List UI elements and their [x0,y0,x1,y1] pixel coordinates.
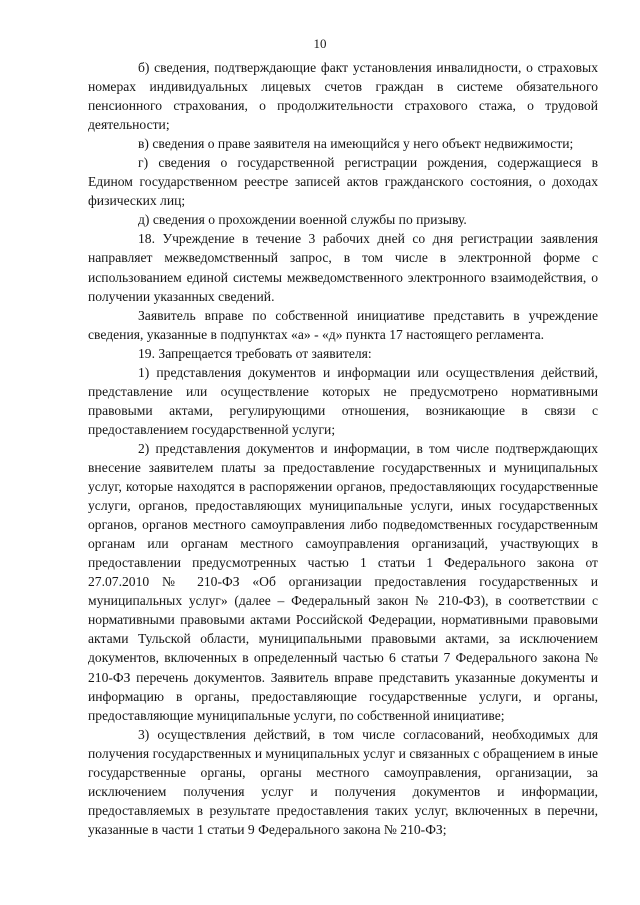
paragraph-18-applicant-right: Заявитель вправе по собственной инициативе представить в учреждение сведения, указанные в подпунктах «а» - «д» пункта 17 настоящего регламента. [88,307,598,342]
paragraph-17d: д) сведения о прохождении военной службы по призыву. [138,212,467,228]
page-number: 10 [313,36,327,51]
paragraph-17g: г) сведения о государственной регистрации рождения, содержащиеся в Едином государственном реестре записей актов гражданского состояния, о доходах физических лиц; [88,155,598,209]
paragraph-19-2: 2) представления документов и информации, в том числе подтверждающих внесение заявителем платы за предоставление государственных и муниципальных услуг, которые находятся в распоряжении органов, предоставляющих государственные услуги, органов, предоставляющих муниципальные услуги, иных государственных органов, органов местного самоуправления либо подведомственных государственным органам или органам местного самоуправления организаций, участвующих в предоставлении предусмотренных частью 1 статьи 1 Федерального закона от 27.07.2010 № 210-ФЗ «Об организации предоставления государственных и муниципальных услуг» (далее – Федеральный закон № 210-ФЗ), в соответствии с нормативными правовыми актами Российской Федерации, нормативными правовыми актами Тульской области, муниципальными правовыми актами, за исключением документов, включенных в определенный частью 6 статьи 7 Федерального закона № 210-ФЗ перечень документов. Заявитель вправе представить указанные документы и информацию в органы, предоставляющие государственные услуги, и органы, предоставляющие муниципальные услуги, по собственной инициативе; [88,440,598,723]
paragraph-19-3: 3) осуществления действий, в том числе согласований, необходимых для получения государственных и муниципальных услуг и связанных с обращением в иные государственные органы, органы местного самоуправления, организации, за исключением получения услуг и получения документов и информации, предоставляемых в результате предоставления таких услуг, включенных в перечни, указанные в части 1 статьи 9 Федерального закона № 210-ФЗ; [88,726,598,837]
paragraph-18: 18. Учреждение в течение 3 рабочих дней со дня регистрации заявления направляет межведомственный запрос, в том числе в электронной форме с использованием единой системы межведомственного электронного взаимодействия, о получении указанных сведений. [88,231,598,304]
paragraph-17v: в) сведения о праве заявителя на имеющийся у него объект недвижимости; [138,136,574,152]
paragraph-19-heading: 19. Запрещается требовать от заявителя: [138,345,372,361]
document-body [88,58,598,839]
paragraph-19-1: 1) представления документов и информации или осуществления действий, представление или осуществление которых не предусмотрено нормативными правовыми актами, регулирующими отношения, возникающие в связи с предоставлением государственной услуги; [88,364,598,437]
paragraph-17b: б) сведения, подтверждающие факт установления инвалидности, о страховых номерах индивидуальных лицевых счетов граждан в системе обязательного пенсионного страхования, о продолжительности страхового стажа, о трудовой деятельности; [88,60,598,133]
